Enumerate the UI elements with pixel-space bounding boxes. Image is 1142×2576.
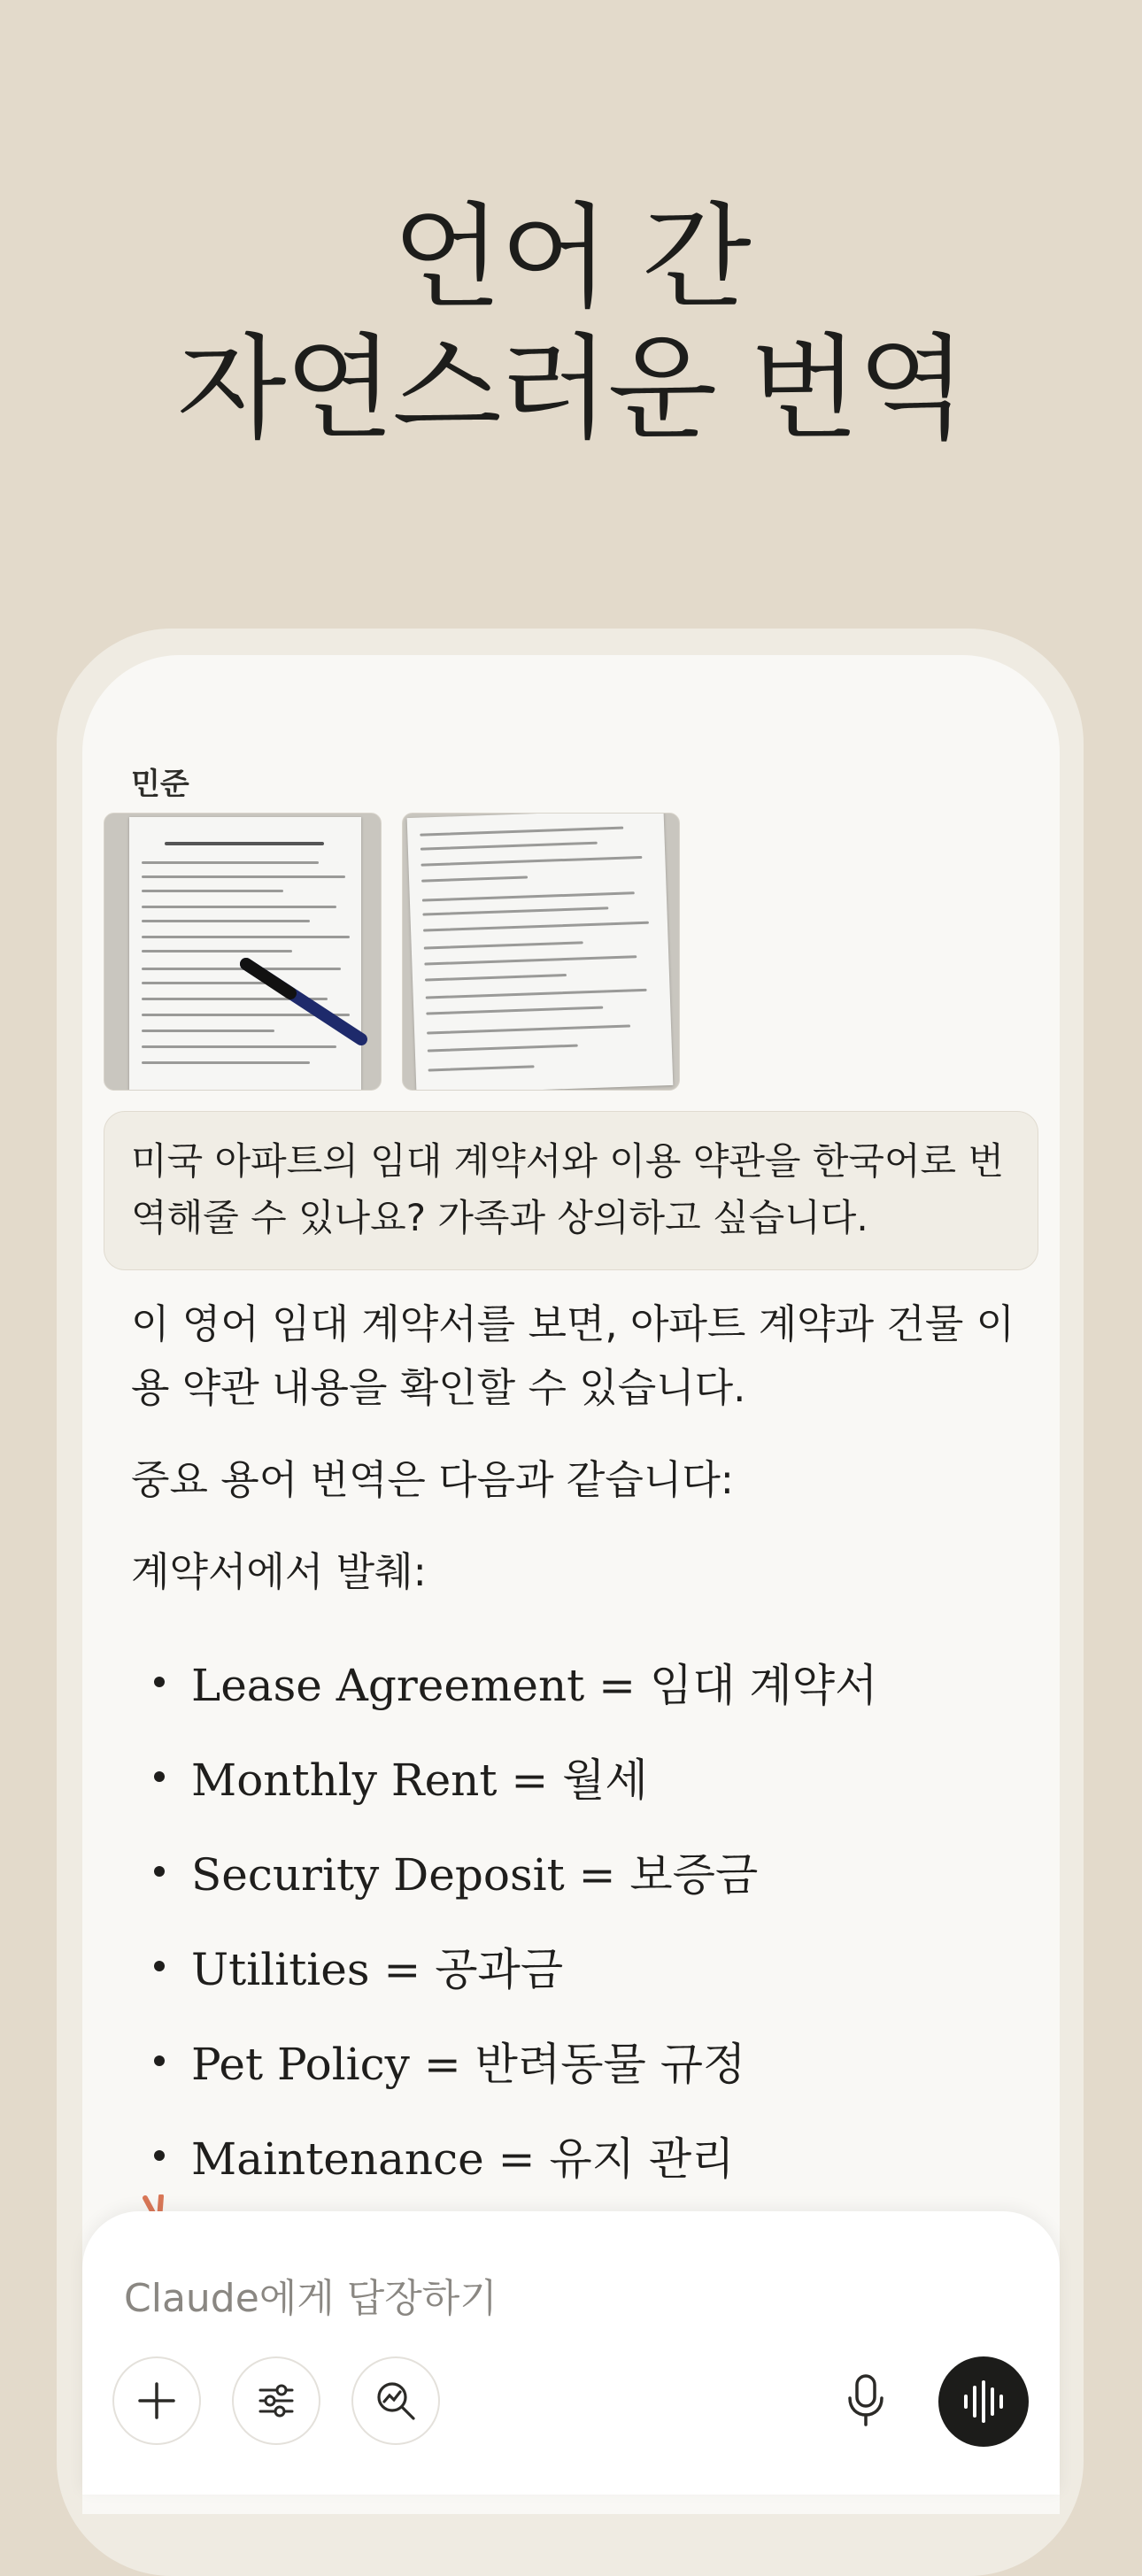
headline-line-1: 언어 간 <box>392 192 750 324</box>
attachment-thumbnail-1[interactable] <box>104 813 382 1091</box>
terms-document-photo-icon <box>407 813 674 1091</box>
add-attachment-button[interactable] <box>112 2356 201 2445</box>
reply-section-heading: 계약서에서 발췌: <box>131 1548 427 1595</box>
options-button[interactable] <box>232 2356 320 2445</box>
reply-terms-heading: 중요 용어 번역은 다음과 같습니다: <box>131 1456 734 1503</box>
pen-icon <box>237 955 370 1053</box>
microphone-icon <box>846 2373 885 2428</box>
list-item: Monthly Rent = 월세 <box>131 1729 1016 1824</box>
message-composer <box>82 2211 1060 2495</box>
sender-name: 민준 <box>131 767 189 802</box>
user-message-text: 미국 아파트의 임대 계약서와 이용 약관을 한국어로 번역해줄 수 있나요? 가족과 상의하고 싶습니다. <box>131 1139 1005 1239</box>
headline-line-2: 자연스러운 번역 <box>176 323 966 455</box>
list-item: Utilities = 공과금 <box>131 1918 1016 2013</box>
reply-input[interactable]: Claude에게 답장하기 <box>124 2276 498 2321</box>
microphone-button[interactable] <box>822 2356 910 2445</box>
list-item: Security Deposit = 보증금 <box>131 1824 1016 1918</box>
list-item: Maintenance = 유지 관리 <box>131 2108 1016 2202</box>
promo-headline <box>0 193 1142 455</box>
voice-mode-button[interactable] <box>938 2356 1029 2447</box>
term-list <box>131 1634 1016 2202</box>
reply-intro: 이 영어 임대 계약서를 보면, 아파트 계약과 건물 이용 약관 내용을 확인할 수 있습니다. <box>131 1300 1015 1411</box>
attachment-thumbnail-2[interactable] <box>402 813 680 1091</box>
plus-icon <box>136 2380 177 2421</box>
search-chart-icon <box>373 2378 419 2424</box>
list-item: Pet Policy = 반려동물 규정 <box>131 2013 1016 2108</box>
research-button[interactable] <box>351 2356 440 2445</box>
sliders-icon <box>255 2379 297 2422</box>
list-item: Lease Agreement = 임대 계약서 <box>131 1634 1016 1729</box>
voice-waveform-icon <box>961 2379 1007 2425</box>
